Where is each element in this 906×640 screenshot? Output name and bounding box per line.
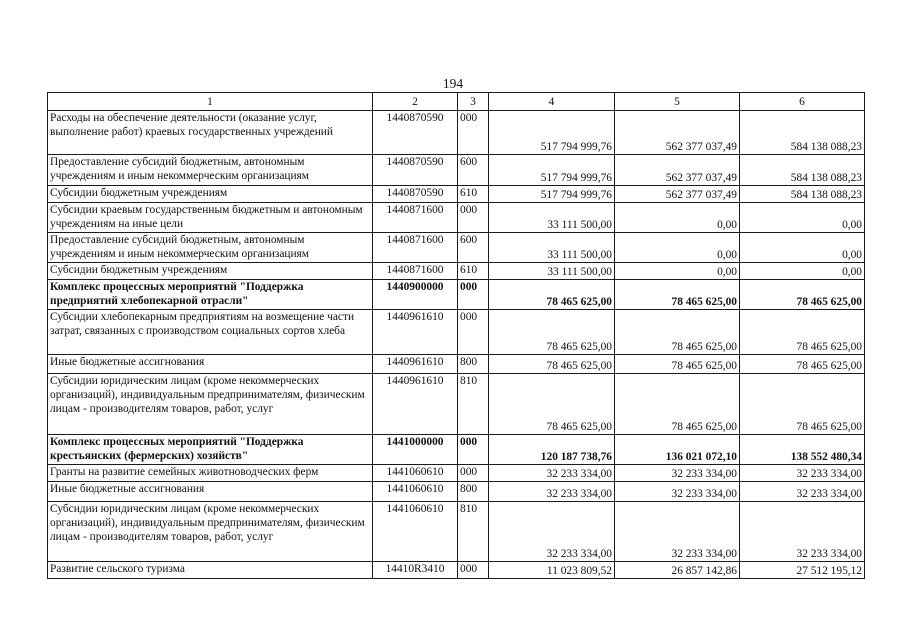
row-value-col6: 78 465 625,00	[740, 374, 865, 435]
row-value-col5: 0,00	[615, 263, 740, 280]
row-code: 1440870590	[373, 155, 458, 186]
row-type: 000	[458, 111, 489, 155]
table-row	[48, 111, 865, 155]
row-value-col4: 32 233 334,00	[489, 502, 615, 562]
row-value-col5: 32 233 334,00	[615, 482, 740, 502]
row-type: 000	[458, 280, 489, 310]
row-value-col6: 27 512 195,12	[740, 562, 865, 579]
row-name: Субсидии юридическим лицам (кроме некоммерческих организаций), индивидуальным предпринимателям, физическим лицам - производителям товаров, работ, услуг	[48, 374, 373, 435]
row-code: 1441060610	[373, 482, 458, 502]
row-name: Расходы на обеспечение деятельности (оказание услуг, выполнение работ) краевых государственных учреждений	[48, 111, 373, 155]
row-value-col6: 78 465 625,00	[740, 280, 865, 310]
row-value-col4: 32 233 334,00	[489, 465, 615, 482]
table-row	[48, 310, 865, 355]
row-type: 610	[458, 186, 489, 203]
row-value-col5: 0,00	[615, 203, 740, 233]
row-name: Гранты на развитие семейных животноводческих ферм	[48, 465, 373, 482]
row-type: 000	[458, 203, 489, 233]
row-code: 1440871600	[373, 233, 458, 263]
table-row	[48, 482, 865, 502]
row-type: 000	[458, 435, 489, 465]
row-value-col6: 584 138 088,23	[740, 155, 865, 186]
table-row	[48, 465, 865, 482]
row-value-col5: 136 021 072,10	[615, 435, 740, 465]
row-type: 600	[458, 155, 489, 186]
table-row	[48, 562, 865, 579]
row-name: Субсидии хлебопекарным предприятиям на возмещение части затрат, связанных с производством социальных сортов хлеба	[48, 310, 373, 355]
table-row	[48, 502, 865, 562]
column-header-4: 4	[489, 93, 615, 111]
table-row	[48, 355, 865, 374]
row-value-col4: 120 187 738,76	[489, 435, 615, 465]
row-name: Развитие сельского туризма	[48, 562, 373, 579]
row-value-col4: 33 111 500,00	[489, 233, 615, 263]
column-header-3: 3	[458, 93, 489, 111]
row-value-col5: 562 377 037,49	[615, 111, 740, 155]
row-name: Предоставление субсидий бюджетным, автономным учреждениям и иным некоммерческим организациям	[48, 233, 373, 263]
row-value-col5: 0,00	[615, 233, 740, 263]
column-header-5: 5	[615, 93, 740, 111]
row-value-col6: 138 552 480,34	[740, 435, 865, 465]
row-value-col4: 33 111 500,00	[489, 263, 615, 280]
budget-table	[47, 92, 865, 579]
row-name: Субсидии юридическим лицам (кроме некоммерческих организаций), индивидуальным предпринимателям, физическим лицам - производителям товаров, работ, услуг	[48, 502, 373, 562]
row-value-col4: 78 465 625,00	[489, 374, 615, 435]
column-header-2: 2	[373, 93, 458, 111]
table-row	[48, 263, 865, 280]
table-row	[48, 374, 865, 435]
row-name: Комплекс процессных мероприятий "Поддержка крестьянских (фермерских) хозяйств"	[48, 435, 373, 465]
row-type: 800	[458, 482, 489, 502]
row-code: 1441000000	[373, 435, 458, 465]
row-value-col4: 78 465 625,00	[489, 280, 615, 310]
row-name: Иные бюджетные ассигнования	[48, 355, 373, 374]
row-value-col4: 517 794 999,76	[489, 155, 615, 186]
row-value-col5: 78 465 625,00	[615, 374, 740, 435]
header-row	[48, 93, 865, 111]
row-value-col4: 517 794 999,76	[489, 186, 615, 203]
row-code: 1440871600	[373, 203, 458, 233]
row-code: 1441060610	[373, 465, 458, 482]
row-name: Иные бюджетные ассигнования	[48, 482, 373, 502]
row-code: 1440961610	[373, 374, 458, 435]
row-value-col4: 78 465 625,00	[489, 310, 615, 355]
row-value-col4: 78 465 625,00	[489, 355, 615, 374]
row-name: Комплекс процессных мероприятий "Поддержка предприятий хлебопекарной отрасли"	[48, 280, 373, 310]
column-header-1: 1	[48, 93, 373, 111]
row-value-col4: 517 794 999,76	[489, 111, 615, 155]
row-code: 1441060610	[373, 502, 458, 562]
row-name: Предоставление субсидий бюджетным, автономным учреждениям и иным некоммерческим организациям	[48, 155, 373, 186]
row-code: 1440871600	[373, 263, 458, 280]
row-name: Субсидии бюджетным учреждениям	[48, 263, 373, 280]
row-value-col6: 584 138 088,23	[740, 111, 865, 155]
page-number: 194	[442, 76, 464, 91]
row-value-col5: 562 377 037,49	[615, 186, 740, 203]
row-type: 610	[458, 263, 489, 280]
row-type: 000	[458, 465, 489, 482]
row-code: 14410R3410	[373, 562, 458, 579]
table-row	[48, 203, 865, 233]
row-value-col5: 32 233 334,00	[615, 465, 740, 482]
row-type: 000	[458, 310, 489, 355]
row-code: 1440961610	[373, 355, 458, 374]
row-value-col6: 78 465 625,00	[740, 355, 865, 374]
row-value-col4: 32 233 334,00	[489, 482, 615, 502]
row-value-col6: 584 138 088,23	[740, 186, 865, 203]
column-header-6: 6	[740, 93, 865, 111]
row-name: Субсидии бюджетным учреждениям	[48, 186, 373, 203]
table-row	[48, 233, 865, 263]
row-value-col6: 32 233 334,00	[740, 502, 865, 562]
row-code: 1440870590	[373, 111, 458, 155]
table-row-section	[48, 280, 865, 310]
table-row	[48, 155, 865, 186]
row-type: 810	[458, 374, 489, 435]
row-value-col6: 32 233 334,00	[740, 465, 865, 482]
row-value-col4: 11 023 809,52	[489, 562, 615, 579]
row-value-col6: 0,00	[740, 203, 865, 233]
row-type: 800	[458, 355, 489, 374]
table-row-section	[48, 435, 865, 465]
row-value-col5: 78 465 625,00	[615, 310, 740, 355]
table-row	[48, 186, 865, 203]
row-value-col6: 0,00	[740, 263, 865, 280]
row-value-col5: 78 465 625,00	[615, 355, 740, 374]
row-value-col6: 78 465 625,00	[740, 310, 865, 355]
row-type: 600	[458, 233, 489, 263]
row-code: 1440870590	[373, 186, 458, 203]
row-value-col4: 33 111 500,00	[489, 203, 615, 233]
row-type: 000	[458, 562, 489, 579]
row-code: 1440900000	[373, 280, 458, 310]
row-value-col6: 32 233 334,00	[740, 482, 865, 502]
row-name: Субсидии краевым государственным бюджетным и автономным учреждениям на иные цели	[48, 203, 373, 233]
row-type: 810	[458, 502, 489, 562]
row-value-col6: 0,00	[740, 233, 865, 263]
row-value-col5: 32 233 334,00	[615, 502, 740, 562]
row-value-col5: 78 465 625,00	[615, 280, 740, 310]
row-code: 1440961610	[373, 310, 458, 355]
row-value-col5: 26 857 142,86	[615, 562, 740, 579]
row-value-col5: 562 377 037,49	[615, 155, 740, 186]
